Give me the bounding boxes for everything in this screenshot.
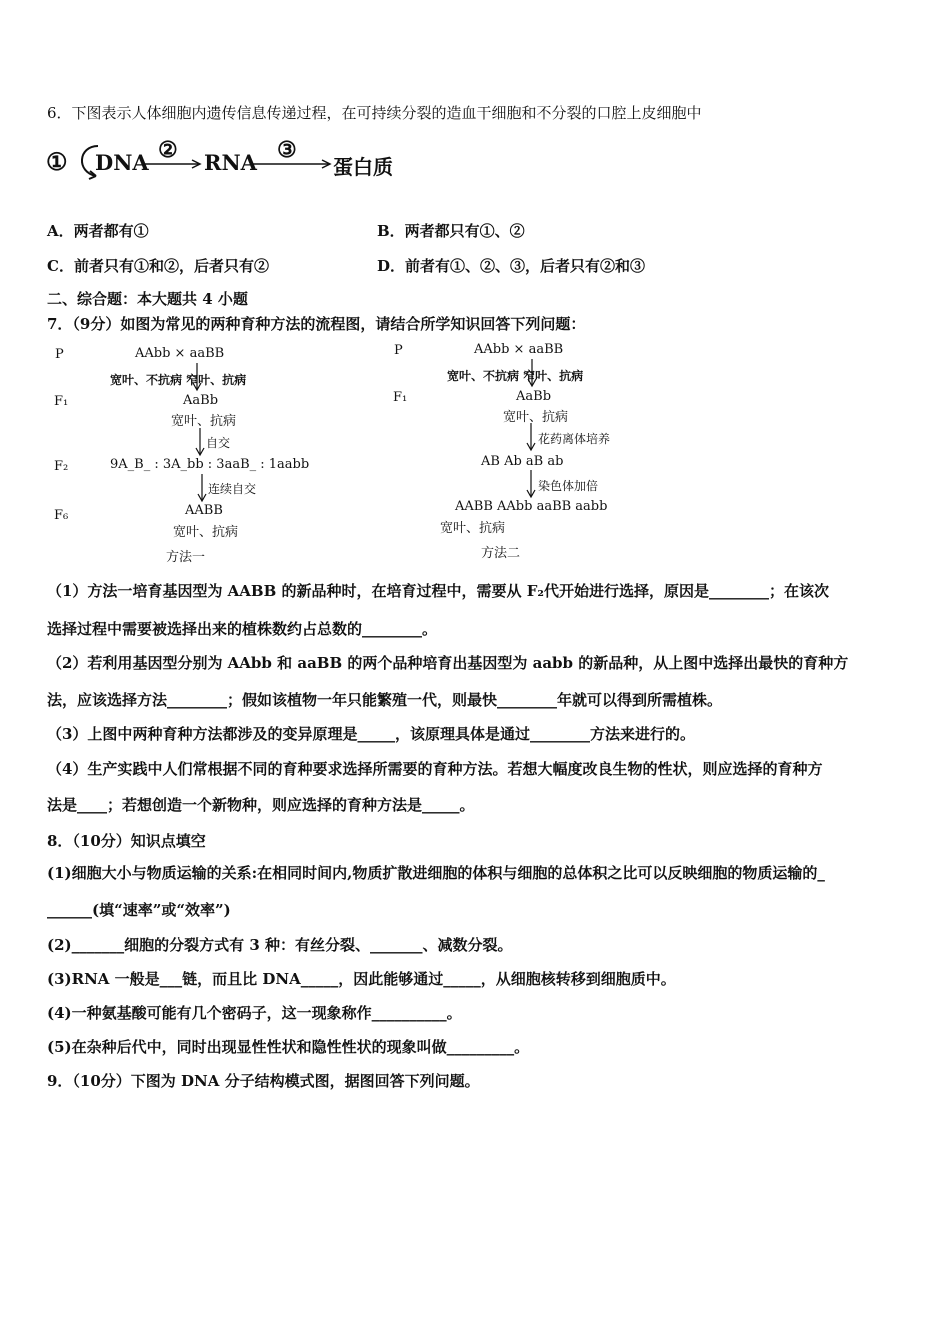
process-3-label: ③ (277, 137, 297, 163)
m1-f6-label: F₆ (54, 508, 69, 523)
m1-name: 方法一 (166, 550, 206, 565)
m2-gametes: AB Ab aB ab (481, 454, 564, 469)
q7-stem: 7．（9分）如图为常见的两种育种方法的流程图，请结合所学知识回答下列问题： (47, 315, 586, 333)
m1-f1-genotype: AaBb (183, 393, 219, 408)
m1-p-label: P (55, 347, 64, 362)
q6-option-c: C．前者只有①和②，后者只有② (47, 257, 269, 275)
m1-f2-ratio: 9A_B_ : 3A_bb : 3aaB_ : 1aabb (110, 457, 310, 472)
q7-part1-line2: 选择过程中需要被选择出来的植株数约占总数的________。 (47, 620, 438, 638)
q8-item4: (4)一种氨基酸可能有几个密码子，这一现象称作__________。 (47, 1004, 462, 1022)
q6-stem: 6．下图表示人体细胞内遗传信息传递过程，在可持续分裂的造血干细胞和不分裂的口腔上皮细胞中 (47, 104, 702, 122)
m2-parents: AAbb × aaBB (474, 342, 564, 357)
q9-stem: 9．（10分）下图为 DNA 分子结构模式图，据图回答下列问题。 (47, 1072, 480, 1090)
q7-part2-line2: 法，应该选择方法________；假如该植物一年只能繁殖一代，则最快________年就可以得到所需植株。 (47, 691, 723, 709)
q8-item1-line2: ______(填“速率”或“效率”) (47, 901, 231, 919)
q8-item3: (3)RNA 一般是___链，而且比 DNA_____，因此能够通过_____，从细胞核转移到细胞质中。 (47, 970, 676, 988)
m1-parent-traits: 宽叶、不抗病 窄叶、抗病 (110, 373, 247, 387)
q7-part4-line1: （4）生产实践中人们常根据不同的育种要求选择所需要的育种方法。若想大幅度改良生物的性状，则应选择的育种方 (47, 760, 823, 778)
transcription-arrow (143, 158, 203, 170)
m1-f6-genotype: AABB (185, 503, 223, 518)
dna-label: DNA (95, 150, 149, 175)
q7-part1-line1: （1）方法一培育基因型为 AABB 的新品种时，在培育过程中，需要从 F₂代开始进行选择，原因是________；在该次 (47, 582, 829, 600)
q8-stem: 8．（10分）知识点填空 (47, 832, 206, 850)
q8-item1-line1: (1)细胞大小与物质运输的关系:在相同时间内,物质扩散进细胞的体积与细胞的总体积之比可以反映细胞的物质运输的_ (47, 864, 825, 882)
m1-f6-trait: 宽叶、抗病 (173, 525, 239, 540)
m2-final-trait: 宽叶、抗病 (440, 521, 506, 536)
m2-arrow-2 (526, 423, 536, 451)
rna-label: RNA (204, 150, 257, 175)
m2-p-label: P (394, 343, 403, 358)
q8-item2: (2)_______细胞的分裂方式有 3 种：有丝分裂、_______、减数分裂。 (47, 936, 513, 954)
m1-parents: AAbb × aaBB (135, 346, 225, 361)
process-2-label: ② (158, 137, 178, 163)
q7-part3: （3）上图中两种育种方法都涉及的变异原理是_____，该原理具体是通过________方法来进行的。 (47, 725, 695, 743)
m2-arrow-3 (526, 470, 536, 498)
q6-option-a: A．两者都有① (47, 222, 149, 240)
q7-part4-line2: 法是____；若想创造一个新物种，则应选择的育种方法是_____。 (47, 796, 475, 814)
m1-arrow-3 (197, 474, 207, 502)
m1-step-selfing: 自交 (206, 436, 231, 450)
translation-arrow (253, 158, 333, 170)
m2-step-chromosome-doubling: 染色体加倍 (538, 479, 599, 493)
m1-arrow-2 (195, 428, 205, 456)
m1-f2-label: F₂ (54, 459, 69, 474)
m2-arrow-1 (527, 359, 537, 387)
q8-item5: (5)在杂种后代中，同时出现显性性状和隐性性状的现象叫做_________。 (47, 1038, 530, 1056)
m1-step-continuous-selfing: 连续自交 (208, 482, 257, 496)
m1-arrow-1 (192, 363, 202, 391)
m2-f1-genotype: AaBb (516, 389, 552, 404)
m1-f1-label: F₁ (54, 394, 69, 409)
m1-f1-trait: 宽叶、抗病 (171, 414, 237, 429)
section-heading: 二、综合题：本大题共 4 小题 (47, 290, 248, 308)
process-1-label: ① (46, 147, 68, 176)
m2-step-anther-culture: 花药离体培养 (538, 432, 611, 446)
m2-f1-label: F₁ (393, 390, 408, 405)
m2-parent-traits: 宽叶、不抗病 窄叶、抗病 (447, 369, 584, 383)
q6-option-d: D．前者有①、②、③，后者只有②和③ (377, 257, 646, 275)
q6-option-b: B．两者都只有①、② (377, 222, 525, 240)
q7-part2-line1: （2）若利用基因型分别为 AAbb 和 aaBB 的两个品种培育出基因型为 aabb 的新品种，从上图中选择出最快的育种方 (47, 654, 849, 672)
m2-name: 方法二 (481, 546, 521, 561)
m2-f1-trait: 宽叶、抗病 (503, 410, 569, 425)
m2-final-genotypes: AABB AAbb aaBB aabb (455, 499, 608, 514)
protein-label: 蛋白质 (333, 155, 393, 179)
